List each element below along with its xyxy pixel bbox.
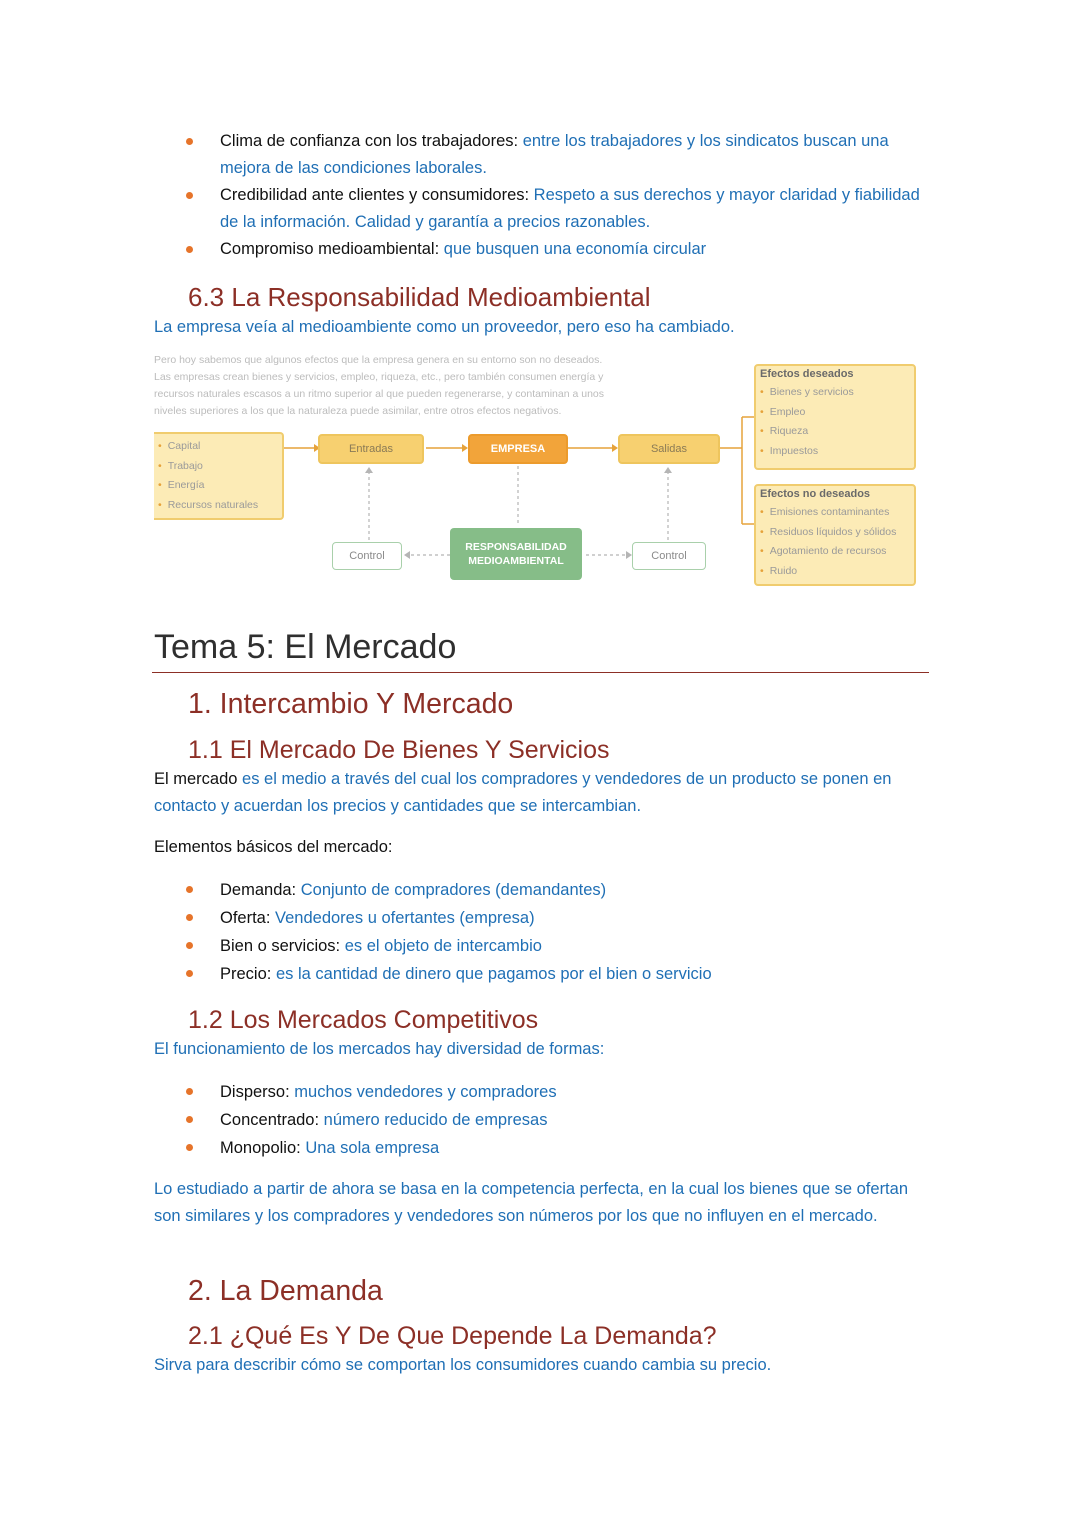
entradas-node: Entradas [318, 434, 424, 464]
bullet-icon [186, 1116, 193, 1123]
heading-1: 1. Intercambio Y Mercado [188, 688, 514, 720]
list-item: Demanda: Conjunto de compradores (demandantes) [154, 876, 934, 904]
list-item: Credibilidad ante clientes y consumidores: Respeto a sus derechos y mayor claridad y fiabilidad de la información. Calidad y garantía a precios razonables. [154, 182, 934, 236]
bullet-icon [186, 942, 193, 949]
top-bullet-list [154, 128, 934, 263]
heading-6-3: 6.3 La Responsabilidad Medioambiental [188, 282, 651, 312]
paragraph-competencia: Lo estudiado a partir de ahora se basa en la competencia perfecta, en la cual los bienes que se ofertan son similares y los compradores y vendedores son números por los que no influyen en el mercado. [154, 1180, 908, 1225]
tema-5-title: Tema 5: El Mercado [154, 628, 457, 666]
list-item: Bien o servicios: es el objeto de intercambio [154, 932, 934, 960]
list-item: Compromiso medioambiental: que busquen una economía circular [154, 236, 934, 263]
bullet-icon [186, 1088, 193, 1095]
bullet-icon [186, 1144, 193, 1151]
list-item: Oferta: Vendedores u ofertantes (empresa) [154, 904, 934, 932]
paragraph-2-1: Sirva para describir cómo se comportan los consumidores cuando cambia su precio. [154, 1356, 772, 1374]
list-item: • Emisiones contaminantes [760, 503, 914, 523]
mercados-list [154, 1078, 934, 1162]
list-item: • Trabajo [158, 457, 282, 477]
list-item: Monopolio: Una sola empresa [154, 1134, 934, 1162]
heading-1-2: 1.2 Los Mercados Competitivos [188, 1006, 539, 1034]
bullet-icon [186, 914, 193, 921]
list-item: Concentrado: número reducido de empresas [154, 1106, 934, 1134]
list-item: • Riqueza [760, 422, 914, 442]
heading-2: 2. La Demanda [188, 1275, 383, 1307]
title-underline [152, 672, 929, 673]
inputs-box [154, 432, 284, 520]
list-item: Disperso: muchos vendedores y compradores [154, 1078, 934, 1106]
list-item: Clima de confianza con los trabajadores: entre los trabajadores y los sindicatos buscan una mejora de las condiciones laborales. [154, 128, 934, 182]
efectos-deseados-box [754, 364, 916, 470]
list-item: • Energía [158, 476, 282, 496]
heading-2-1: 2.1 ¿Qué Es Y De Que Depende La Demanda? [188, 1322, 717, 1350]
salidas-node: Salidas [618, 434, 720, 464]
efectos-no-deseados-box [754, 484, 916, 586]
list-item: • Impuestos [760, 442, 914, 462]
empresa-node: EMPRESA [468, 434, 568, 464]
list-item: • Agotamiento de recursos [760, 542, 914, 562]
bullet-icon [186, 246, 193, 253]
list-item: • Empleo [760, 403, 914, 423]
control-left-node: Control [332, 542, 402, 570]
responsabilidad-node: RESPONSABILIDAD MEDIOAMBIENTAL [450, 528, 582, 580]
efectos-deseados-title: Efectos deseados [760, 368, 854, 380]
list-item: • Bienes y servicios [760, 383, 914, 403]
bullet-icon [186, 192, 193, 199]
elementos-label: Elementos básicos del mercado: [154, 838, 393, 856]
heading-1-1: 1.1 El Mercado De Bienes Y Servicios [188, 736, 610, 764]
bullet-icon [186, 886, 193, 893]
bullet-icon [186, 970, 193, 977]
paragraph-mercado: El mercado es el medio a través del cual los compradores y vendedores de un producto se ponen en contacto y acuerdan los precios y cantidades que se intercambian. [154, 770, 892, 815]
environmental-responsibility-diagram [154, 352, 924, 592]
list-item: • Ruido [760, 562, 914, 582]
efectos-no-deseados-title: Efectos no deseados [760, 488, 871, 500]
bullet-icon [186, 138, 193, 145]
elementos-list [154, 876, 934, 988]
list-item: • Recursos naturales [158, 496, 282, 516]
paragraph-6-3: La empresa veía al medioambiente como un proveedor, pero eso ha cambiado. [154, 318, 735, 336]
list-item: • Capital [158, 437, 282, 457]
list-item: Precio: es la cantidad de dinero que pagamos por el bien o servicio [154, 960, 934, 988]
diagram-intro-text: Pero hoy sabemos que algunos efectos que la empresa genera en su entorno son no deseados. Las empresas crean bienes y servicios, empleo, riqueza, etc., pero también consumen energía y recursos naturales escasos a un ritmo superior al que pueden regenerarse, y contaminan a unos niveles superiores a los que la naturaleza puede asimilar, entre otros efectos negativos. [154, 354, 605, 417]
list-item: • Residuos líquidos y sólidos [760, 523, 914, 543]
control-right-node: Control [632, 542, 706, 570]
paragraph-1-2: El funcionamiento de los mercados hay diversidad de formas: [154, 1040, 605, 1058]
